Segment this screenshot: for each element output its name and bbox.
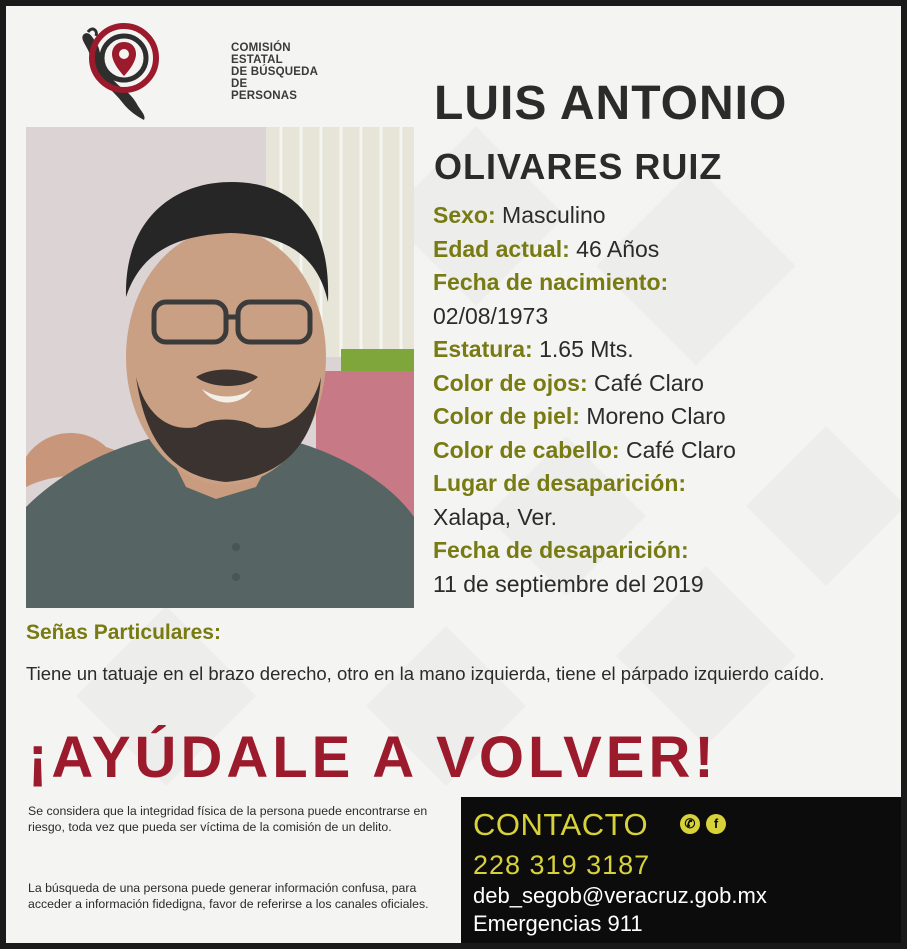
detail-value: 02/08/1973 bbox=[433, 302, 549, 329]
detail-value: Moreno Claro bbox=[586, 403, 726, 429]
person-first-names: LUIS ANTONIO bbox=[434, 77, 788, 130]
contact-title: CONTACTO bbox=[473, 807, 649, 842]
person-photo bbox=[26, 127, 414, 608]
contact-email: deb_segob@veracruz.gob.mx bbox=[473, 883, 767, 908]
detail-label: Color de piel: bbox=[433, 403, 580, 429]
detail-value: Café Claro bbox=[594, 369, 704, 396]
disclaimer-paragraph-1: Se considera que la integridad física de la persona puede encontrarse en riesgo, toda vez que pueda ser víctima de la comisión de un delito. bbox=[28, 804, 428, 834]
commission-name bbox=[231, 42, 322, 102]
distinguishing-marks-text: Tiene un tatuaje en el brazo derecho, otro en la mano izquierda, tiene el párpado izquierdo caído. bbox=[26, 663, 825, 684]
distinguishing-marks-title: Señas Particulares: bbox=[26, 621, 221, 644]
detail-location-value-row bbox=[433, 501, 893, 535]
social-icons bbox=[680, 814, 732, 834]
detail-eye-color bbox=[433, 367, 893, 401]
detail-label: Estatura: bbox=[433, 336, 533, 362]
detail-skin-color bbox=[433, 400, 893, 434]
detail-value: Xalapa, Ver. bbox=[433, 503, 558, 530]
veracruz-map-pin-icon bbox=[72, 12, 232, 122]
detail-label: Fecha de desaparición: bbox=[433, 537, 689, 563]
detail-birthdate-label-row bbox=[433, 266, 893, 300]
whatsapp-icon: ✆ bbox=[680, 814, 700, 834]
detail-date-label-row bbox=[433, 534, 893, 568]
detail-label: Lugar de desaparición: bbox=[433, 470, 687, 496]
disclaimer-panel bbox=[6, 797, 461, 943]
detail-sex bbox=[433, 199, 893, 233]
facebook-icon: f bbox=[706, 814, 726, 834]
detail-value: Café Claro bbox=[625, 436, 736, 463]
missing-person-poster bbox=[6, 6, 901, 943]
person-last-names: OLIVARES RUIZ bbox=[434, 146, 723, 187]
disclaimer-paragraph-2: La búsqueda de una persona puede generar información confusa, para acceder a información fidedigna, favor de referirse a los canales oficiales. bbox=[28, 881, 429, 911]
detail-label: Color de ojos: bbox=[433, 369, 588, 396]
emergency-number: Emergencias 911 bbox=[473, 911, 643, 936]
detail-birthdate-value-row bbox=[433, 300, 893, 334]
detail-value: 46 Años bbox=[576, 235, 660, 262]
person-details bbox=[433, 199, 893, 601]
detail-label: Fecha de nacimiento: bbox=[433, 269, 669, 295]
logo-line-2: DE BÚSQUEDA DE bbox=[231, 66, 318, 90]
detail-value: 1.65 Mts. bbox=[539, 336, 634, 362]
logo-line-1: COMISIÓN ESTATAL bbox=[231, 42, 291, 66]
logo-line-3: PERSONAS bbox=[231, 90, 298, 102]
detail-height bbox=[433, 333, 893, 367]
detail-location-label-row bbox=[433, 467, 893, 501]
contact-panel bbox=[461, 797, 901, 943]
detail-value: 11 de septiembre del 2019 bbox=[433, 570, 704, 597]
detail-label: Edad actual: bbox=[433, 235, 570, 262]
detail-age bbox=[433, 233, 893, 267]
commission-logo bbox=[72, 12, 322, 122]
contact-phone: 228 319 3187 bbox=[473, 850, 651, 880]
detail-label: Color de cabello: bbox=[433, 436, 620, 463]
detail-value: Masculino bbox=[502, 202, 606, 228]
detail-date-value-row bbox=[433, 568, 893, 602]
detail-label: Sexo: bbox=[433, 202, 496, 228]
detail-hair-color bbox=[433, 434, 893, 468]
call-to-action: ¡AYÚDALE A VOLVER! bbox=[28, 725, 718, 790]
